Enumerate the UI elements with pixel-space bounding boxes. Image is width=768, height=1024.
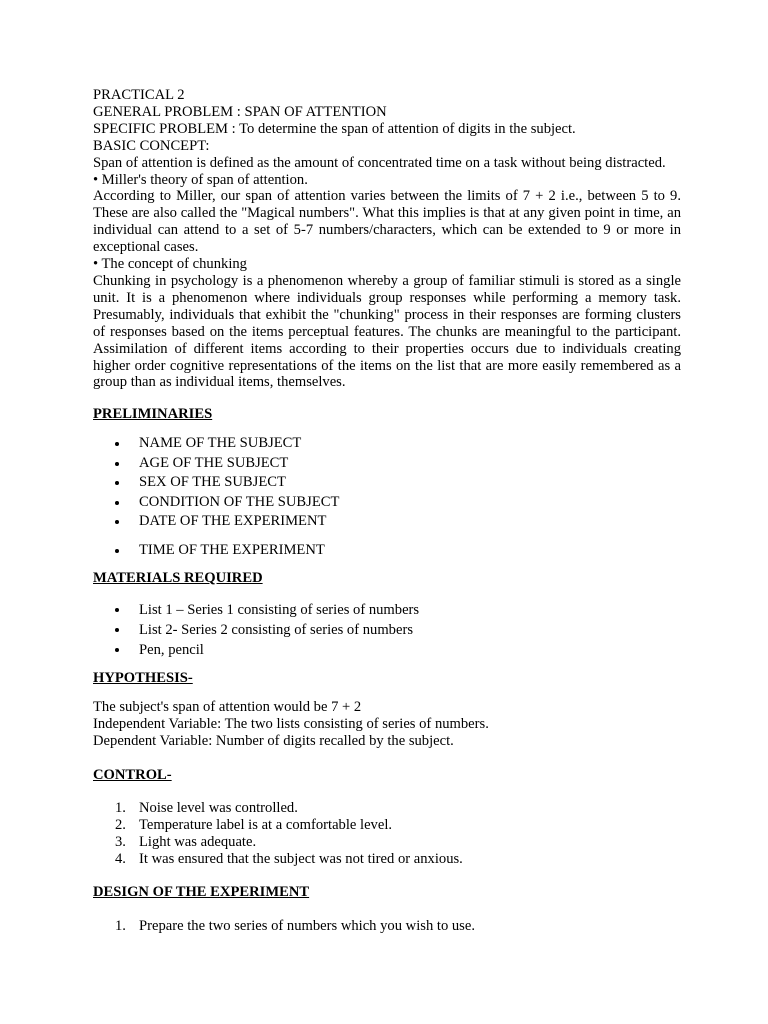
miller-theory-text: According to Miller, our span of attention varies between the limits of 7 + 2 i.e., between 5 to 9. These are also called the "Magical numbers". What this implies is that at any given point in time, an individual can attend to a set of 5-7 numbers/characters, which can be extended to 9 or more in exceptional cases. [93, 188, 681, 256]
list-item: AGE OF THE SUBJECT [93, 454, 339, 474]
list-item: SEX OF THE SUBJECT [93, 473, 339, 493]
hypothesis-statement: The subject's span of attention would be 7 + 2 [93, 699, 362, 715]
intro-section [93, 87, 681, 391]
dependent-variable: Dependent Variable: Number of digits recalled by the subject. [93, 732, 454, 749]
chunking-heading: • The concept of chunking [93, 256, 247, 273]
list-item: Pen, pencil [93, 640, 419, 660]
preliminaries-heading: PRELIMINARIES [93, 406, 213, 422]
item-text: Prepare the two series of numbers which you wish to use. [139, 918, 475, 934]
list-item: TIME OF THE EXPERIMENT [93, 541, 339, 561]
item-text: Light was adequate. [139, 833, 257, 850]
item-number: 1. [115, 918, 126, 934]
list-item [93, 817, 463, 834]
list-item [93, 918, 475, 935]
control-list [93, 800, 463, 868]
item-number: 3. [115, 833, 126, 850]
list-item: List 1 – Series 1 consisting of series of numbers [93, 600, 419, 620]
materials-heading: MATERIALS REQUIRED [93, 570, 263, 586]
item-number: 2. [115, 816, 126, 833]
control-heading: CONTROL- [93, 767, 172, 783]
hypothesis-heading: HYPOTHESIS- [93, 670, 193, 686]
item-text: Noise level was controlled. [139, 800, 298, 816]
specific-problem: SPECIFIC PROBLEM : To determine the span of attention of digits in the subject. [93, 120, 576, 137]
item-text: Temperature label is at a comfortable level. [139, 816, 393, 833]
item-number: 1. [115, 800, 126, 816]
list-item: List 2- Series 2 consisting of series of numbers [93, 620, 419, 640]
list-item: NAME OF THE SUBJECT [93, 434, 339, 454]
list-item: CONDITION OF THE SUBJECT [93, 493, 339, 513]
list-item [93, 834, 463, 851]
item-number: 4. [115, 850, 126, 867]
preliminaries-list [93, 434, 339, 560]
hypothesis-text [93, 699, 489, 750]
basic-concept-label: BASIC CONCEPT: [93, 137, 210, 154]
list-item [93, 800, 463, 817]
chunking-text: Chunking in psychology is a phenomenon whereby a group of familiar stimuli is stored as a single unit. It is a phenomenon where individuals group responses while performing a memory task. Presumably, individuals that exhibit the "chunking" process in their responses are forming clusters of responses based on the items perceptual features. The chunks are meaningful to the participant. Assimilation of different items according to their properties occurs due to individuals creating higher order cognitive representations of the items on the list that are more easily remembered as a group than as individual items, themselves. [93, 272, 681, 391]
attention-definition: Span of attention is defined as the amount of concentrated time on a task without being distracted. [93, 154, 666, 171]
miller-theory-heading: • Miller's theory of span of attention. [93, 171, 308, 188]
item-text: It was ensured that the subject was not tired or anxious. [139, 850, 463, 867]
design-heading: DESIGN OF THE EXPERIMENT [93, 884, 310, 900]
design-list [93, 918, 475, 935]
list-item: DATE OF THE EXPERIMENT [93, 512, 339, 532]
materials-list [93, 600, 419, 660]
independent-variable: Independent Variable: The two lists consisting of series of numbers. [93, 715, 489, 732]
list-item [93, 851, 463, 868]
general-problem: GENERAL PROBLEM : SPAN OF ATTENTION [93, 103, 387, 120]
practical-title: PRACTICAL 2 [93, 87, 185, 103]
